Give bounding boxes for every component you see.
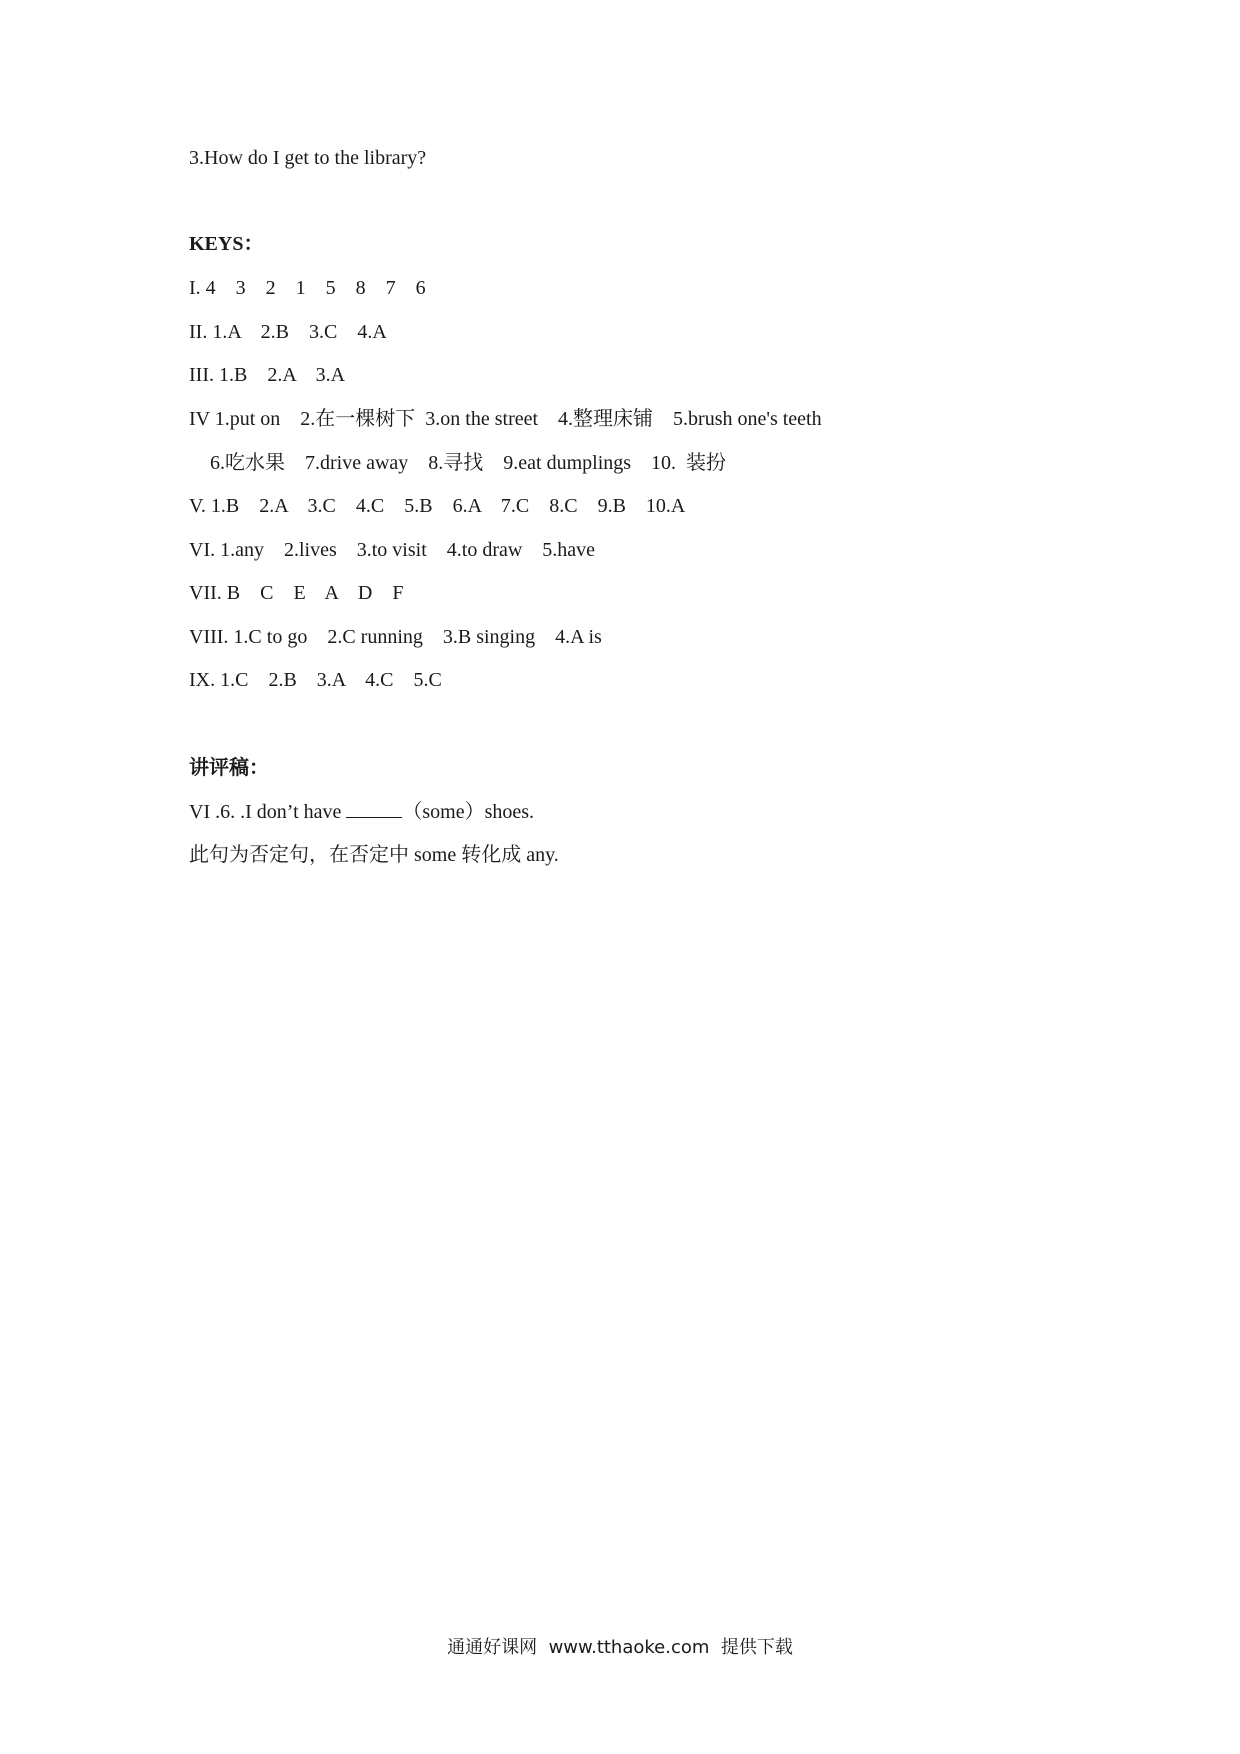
answer-blank [346,801,402,818]
question-3-text: 3.How do I get to the library? [189,147,427,169]
key-line-2: II. 1.A 2.B 3.C 4.A [189,321,387,343]
key-line-7: VII. B C E A D F [189,582,404,604]
review-question [189,799,534,825]
review-heading: 讲评稿： [189,757,269,779]
review-question-suffix: （some）shoes. [402,801,535,823]
key-line-6: VI. 1.any 2.lives 3.to visit 4.to draw 5.have [189,539,596,561]
key-line-1: I. 4 3 2 1 5 8 7 6 [189,277,426,299]
key-line-5: V. 1.B 2.A 3.C 4.C 5.B 6.A 7.C 8.C 9.B 10.A [189,495,686,517]
key-line-4-continued: 6.吃水果 7.drive away 8.寻找 9.eat dumplings 10. 装扮 [210,452,727,474]
key-line-4: IV 1.put on 2.在一棵树下 3.on the street 4.整理床铺 5.brush one's teeth [189,408,822,430]
key-line-3: III. 1.B 2.A 3.A [189,364,346,386]
page-footer: 通通好课网 www.tthaoke.com 提供下载 [447,1637,793,1658]
key-line-8: VIII. 1.C to go 2.C running 3.B singing 4.A is [189,626,602,648]
keys-heading: KEYS： [189,233,264,255]
review-question-prefix: VI .6. .I don’t have [189,801,347,823]
key-line-9: IX. 1.C 2.B 3.A 4.C 5.C [189,669,442,691]
review-explanation: 此句为否定句，在否定中 some 转化成 any. [189,844,559,866]
